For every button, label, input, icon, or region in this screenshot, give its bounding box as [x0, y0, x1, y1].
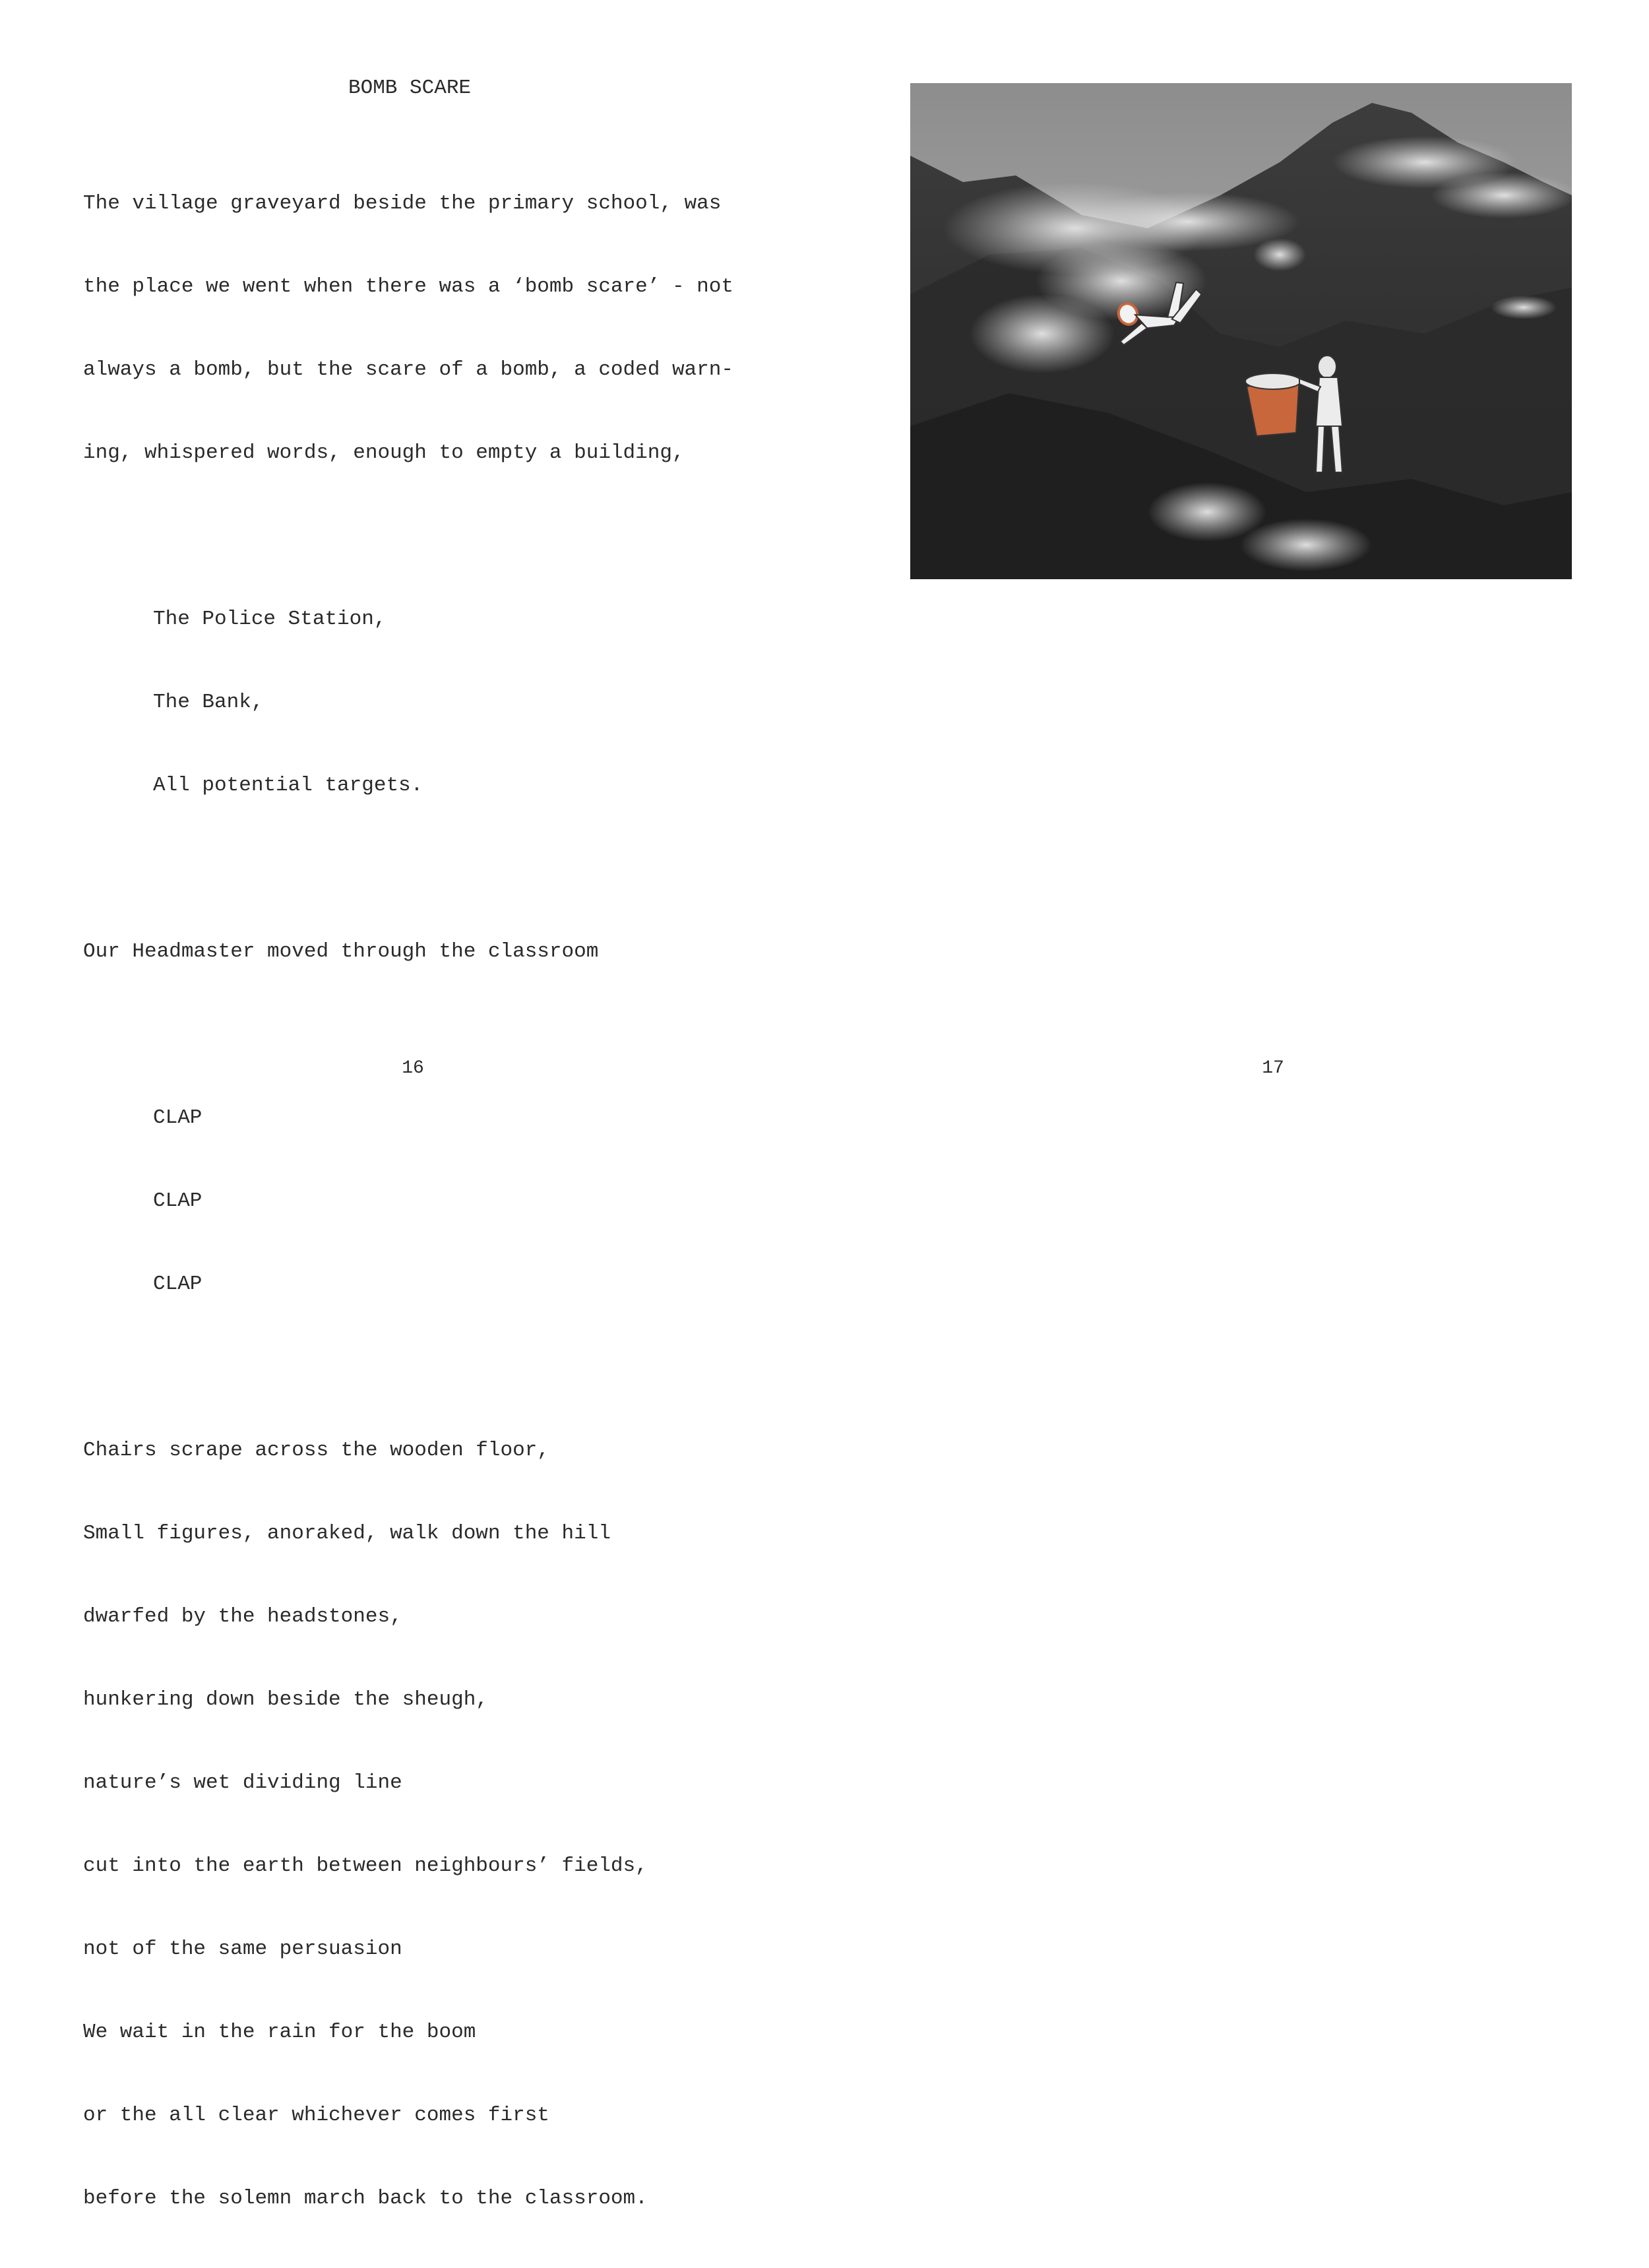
- poem-line: Chairs scrape across the wooden floor,: [83, 1439, 549, 1462]
- poem-line: All potential targets.: [153, 774, 423, 797]
- poem-line: Small figures, anoraked, walk down the hill: [83, 1522, 611, 1545]
- poem-line: The village graveyard beside the primary school, was: [83, 192, 722, 215]
- poem-line: ing, whispered words, enough to empty a building,: [83, 441, 685, 464]
- poem-line: We wait in the rain for the boom: [83, 2021, 476, 2044]
- volcano-collage-graphic: [910, 83, 1572, 579]
- stanza-break: [83, 1354, 769, 1381]
- stanza-break: [83, 855, 769, 883]
- poem-line: CLAP: [153, 1106, 202, 1129]
- poem-line: nature’s wet dividing line: [83, 1771, 402, 1794]
- poem-title: BOMB SCARE: [348, 77, 472, 100]
- poem-line: hunkering down beside the sheugh,: [83, 1688, 488, 1711]
- poem-line: dwarfed by the headstones,: [83, 1605, 402, 1628]
- poem-line: always a bomb, but the scare of a bomb, a coded warn-: [83, 358, 733, 381]
- page-number: 17: [1262, 1058, 1284, 1079]
- poem-line: CLAP: [153, 1189, 202, 1213]
- poem-line: The Police Station,: [153, 608, 387, 631]
- poem-line: the place we went when there was a ‘bomb scare’ - not: [83, 275, 733, 298]
- stanza-break: [83, 1021, 769, 1049]
- poem-line: cut into the earth between neighbours’ fields,: [83, 1854, 648, 1877]
- stanza-break: [83, 522, 769, 550]
- poem-line: not of the same persuasion: [83, 1937, 402, 1961]
- poem-line: Our Headmaster moved through the classroom: [83, 940, 599, 963]
- collage-image: [910, 83, 1572, 579]
- poem-line: The Bank,: [153, 691, 264, 714]
- poem-line: or the all clear whichever comes first: [83, 2104, 549, 2127]
- poem-line: before the solemn march back to the classroom.: [83, 2187, 648, 2210]
- poem-body: [83, 135, 769, 2268]
- page-number: 16: [402, 1058, 424, 1079]
- right-page: [824, 0, 1649, 1154]
- poem-line: CLAP: [153, 1273, 202, 1296]
- left-page: [0, 0, 824, 2210]
